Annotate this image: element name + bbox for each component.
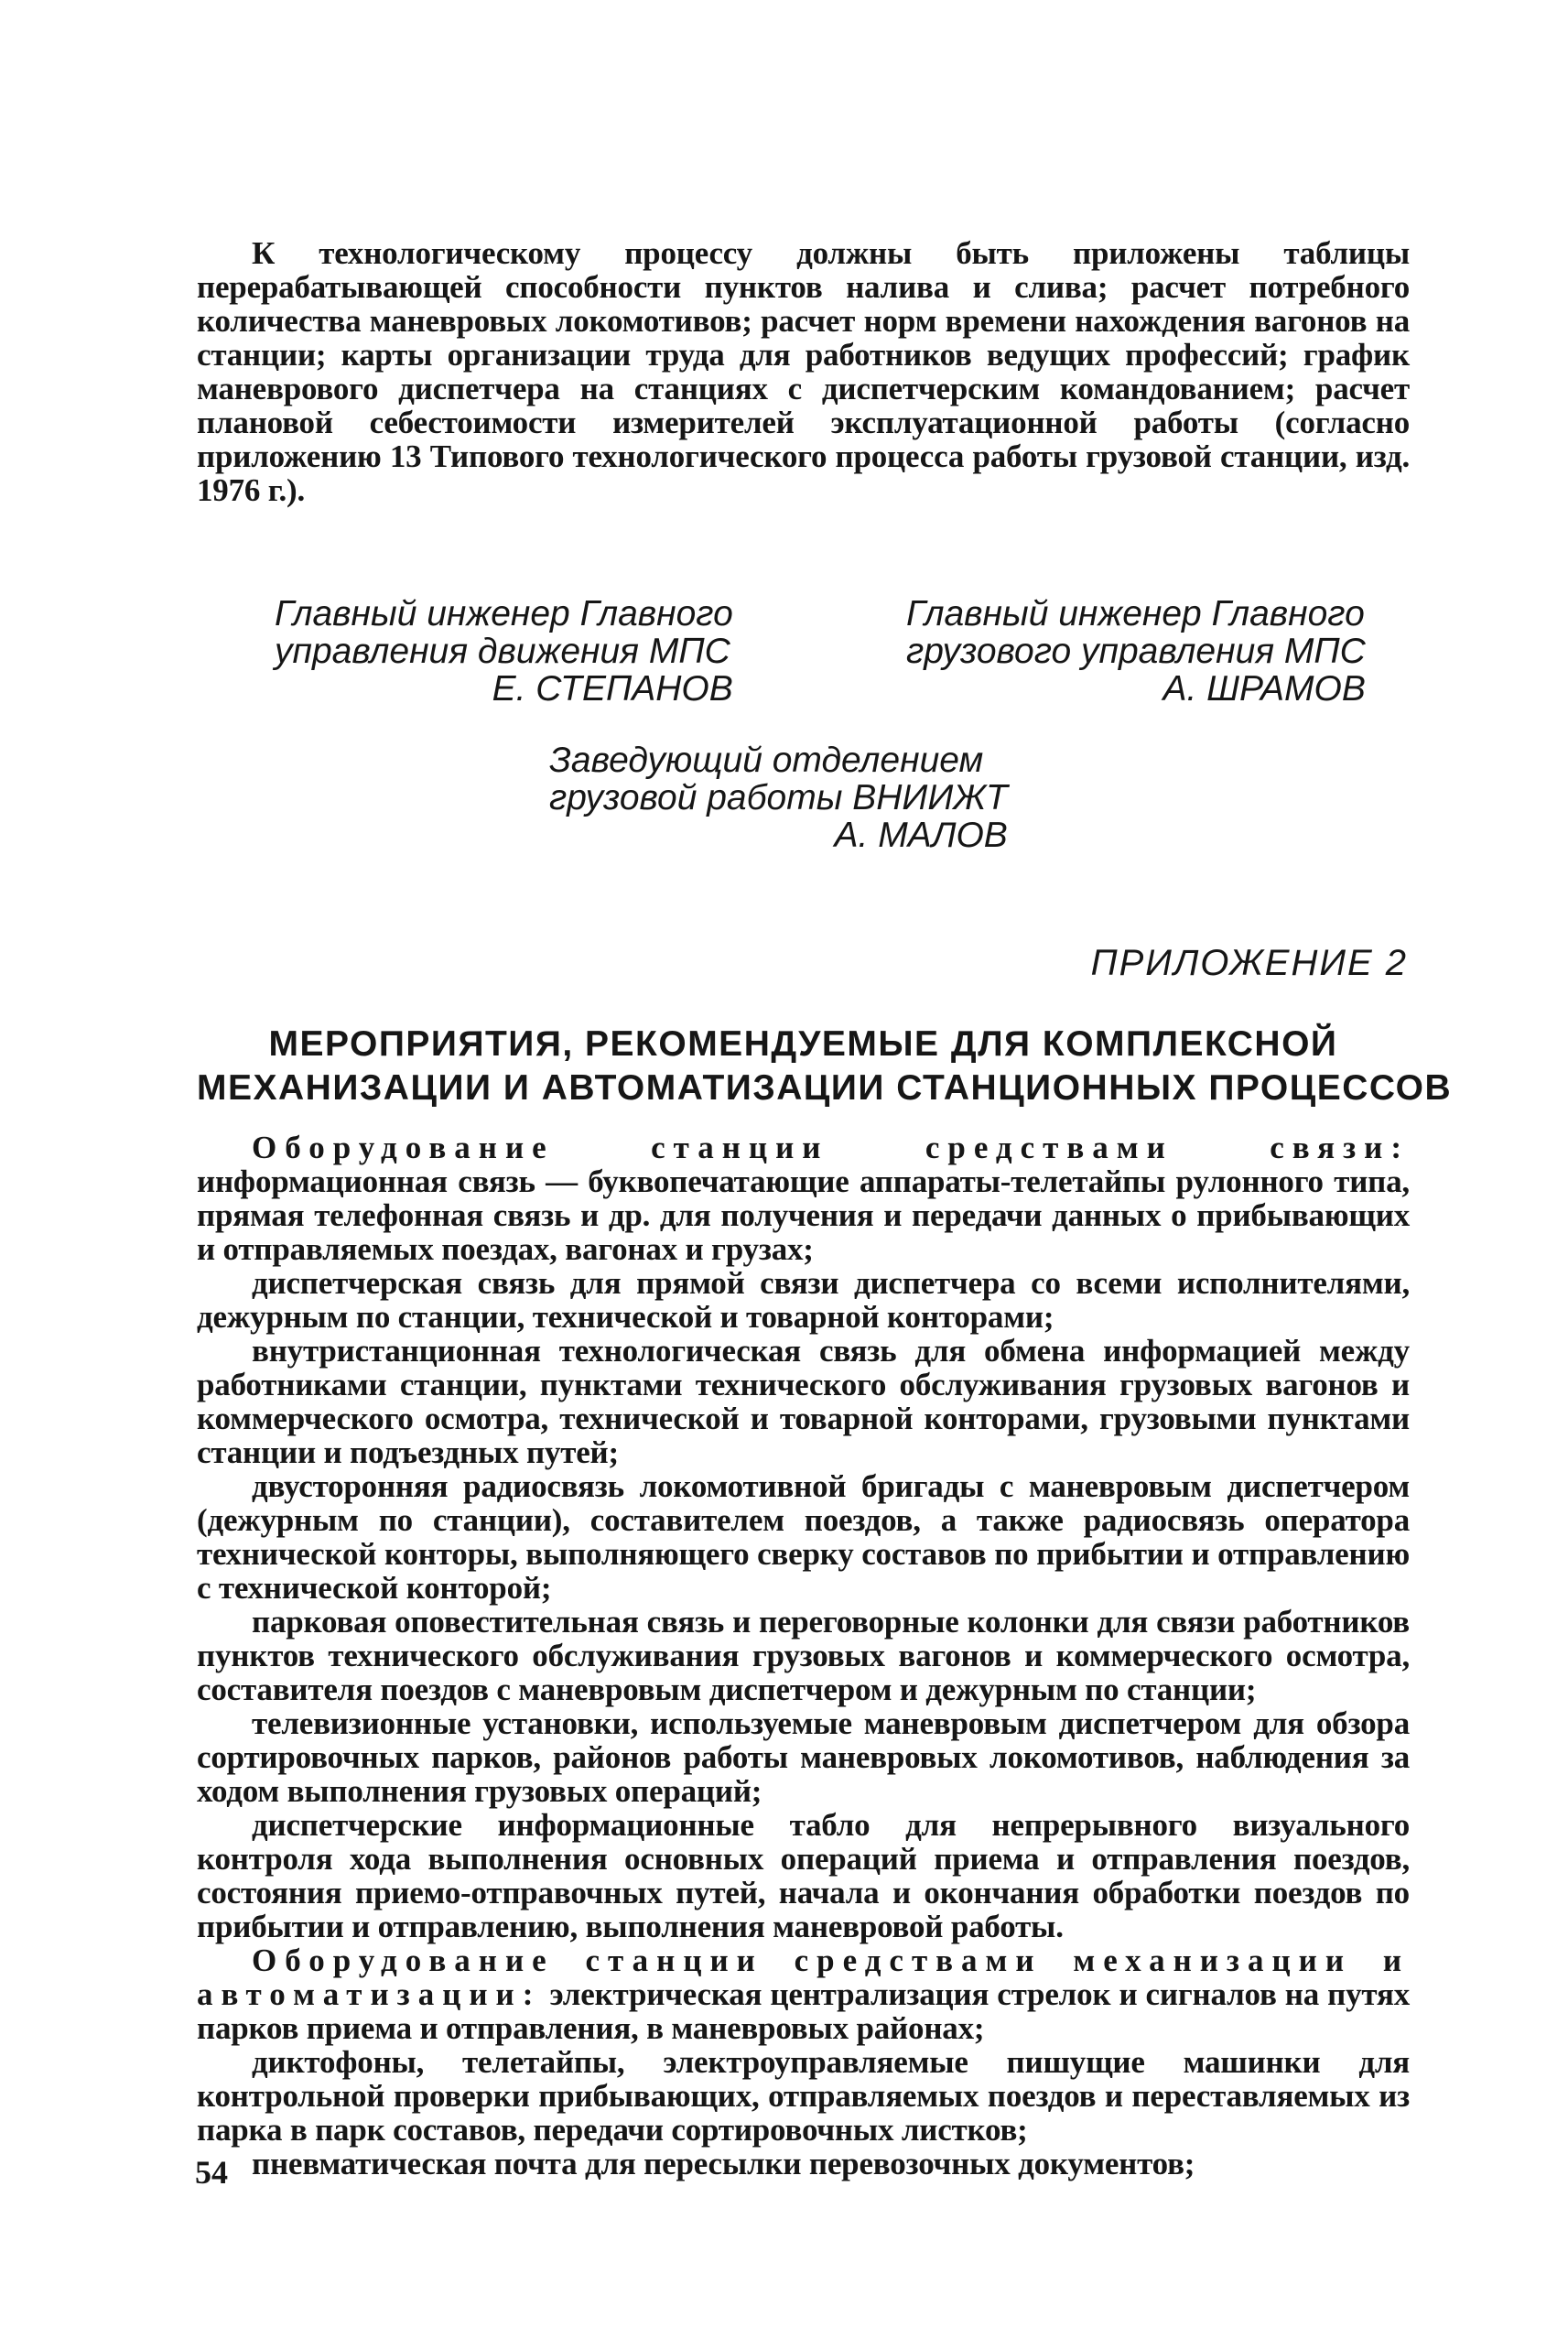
intro-paragraph: К технологическому процессу должны быть приложены таблицы перерабатывающей способности пунктов налива и слива; расчет потребного количества маневровых локомотивов; расчет норм времени нахождения вагонов на станции; карты организации труда для работников ведущих профессий; график маневрового диспетчера на станциях с диспетчерским командованием; расчет плановой себестоимости измерителей эксплуатационной работы (согласно приложению 13 Типового технологического процесса работы грузовой станции, изд. 1976 г.). (197, 235, 1410, 508)
signature-left-name: Е. СТЕПАНОВ (492, 669, 733, 709)
signature-right-title-2: грузового управления МПС (906, 632, 1366, 671)
signature-right (906, 595, 1366, 708)
section1-heading: Оборудование станции средствами связи: (252, 1130, 1410, 1165)
section2-text-1: электрическая централизация стрелок и сигналов на путях парков приема и отправления, в маневровых районах; (197, 1976, 1410, 2046)
section1-paragraph-6: телевизионные установки, используемые маневровым диспетчером для обзора сортировочных парков, районов работы маневровых локомотивов, наблюдения за ходом выполнения грузовых операций; (197, 1705, 1410, 1809)
section1-paragraph-2: диспетчерская связь для прямой связи диспетчера со всеми исполнителями, дежурным по станции, технической и товарной конторами; (197, 1265, 1410, 1335)
section1-paragraph-4: двусторонняя радиосвязь локомотивной бригады с маневровым диспетчером (дежурным по станции), составителем поездов, а также радиосвязь оператора технической конторы, выполняющего сверку составов по прибытии и отправлению с технической конторой; (197, 1468, 1410, 1606)
appendix-label: ПРИЛОЖЕНИЕ 2 (1090, 943, 1408, 983)
section2-paragraph-2: диктофоны, телетайпы, электроуправляемые пишущие машинки для контрольной проверки прибывающих, отправляемых поездов и переставляемых из парка в парк составов, передачи сортировочных листков; (197, 2044, 1410, 2148)
section1-paragraph-7: диспетчерские информационные табло для непрерывного визуального контроля хода выполнения основных операций приема и отправления поездов, состояния приемо-отправочных путей, начала и окончания обработки поездов по прибытии и отправлению, выполнения маневровой работы. (197, 1807, 1410, 1944)
signature-left (275, 595, 733, 708)
signature-center-title-1: Заведующий отделением (549, 741, 984, 780)
signature-center-title-2: грузовой работы ВНИИЖТ (549, 778, 1008, 817)
page-number: 54 (195, 2154, 228, 2191)
section2-paragraph-3: пневматическая почта для пересылки перевозочных документов; (252, 2146, 1195, 2181)
signature-center (549, 741, 1008, 854)
section1-paragraph-3: внутристанционная технологическая связь для обмена информацией между работниками станции, пунктами технического обслуживания грузовых вагонов и коммерческого осмотра, технической и товарной конторами, грузовыми пунктами станции и подъездных путей; (197, 1333, 1410, 1470)
body-text (197, 1131, 1410, 2181)
section1-paragraph-5: парковая оповестительная связь и переговорные колонки для связи работников пунктов технического обслуживания грузовых вагонов и коммерческого осмотра, составителя поездов с маневровым диспетчером и дежурным по станции; (197, 1604, 1410, 1707)
signature-left-title-1: Главный инженер Главного (275, 594, 733, 633)
intro-block (197, 236, 1410, 507)
section-title-line-1: МЕРОПРИЯТИЯ, РЕКОМЕНДУЕМЫЕ ДЛЯ КОМПЛЕКСНОЙ (268, 1024, 1338, 1064)
signature-left-title-2: управления движения МПС (275, 632, 730, 671)
section1-text-1: информационная связь — буквопечатающие аппараты-телетайпы рулонного типа, прямая телефонная связь и др. для получения и передачи данных о прибывающих и отправляемых поездах, вагонах и грузах; (197, 1164, 1410, 1267)
signature-right-name: А. ШРАМОВ (1162, 669, 1366, 709)
signature-center-name: А. МАЛОВ (834, 816, 1008, 855)
section-title (197, 1023, 1453, 1110)
signature-right-title-1: Главный инженер Главного (906, 594, 1365, 633)
section2-paragraph-1 (197, 1943, 1410, 2045)
section-title-line-2: МЕХАНИЗАЦИИ И АВТОМАТИЗАЦИИ СТАНЦИОННЫХ ПРОЦЕССОВ (197, 1068, 1453, 1108)
section2-heading: Оборудование станции средствами механизации и автоматизации: (197, 1943, 1410, 2012)
section1-paragraph-1 (197, 1131, 1410, 1266)
